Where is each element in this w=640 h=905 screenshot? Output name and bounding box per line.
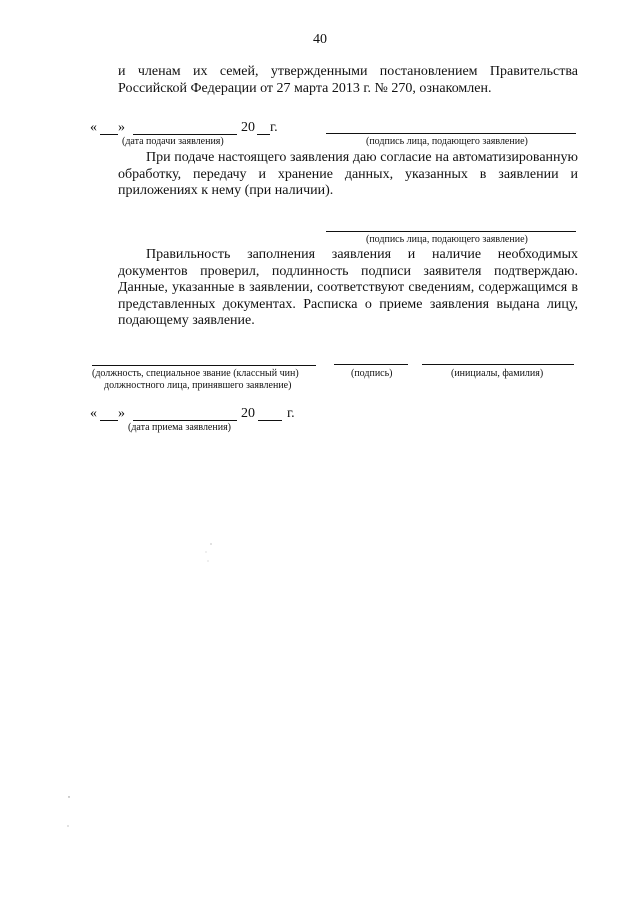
date-quote-close: » [118,120,125,135]
year-prefix: 20 [241,120,255,135]
scan-speck [68,796,69,797]
receipt-year-prefix: 20 [241,406,255,421]
date-quote-open: « [90,120,97,135]
caption-applicant-signature-1: (подпись лица, подающего заявление) [366,136,528,147]
scan-speck [67,825,68,826]
caption-signature: (подпись) [351,368,393,379]
paragraph-verification: Правильность заполнения заявления и наличие необходимых документов проверил, подлинность подписи заявителя подтверждаю. Данные, указанные в заявлении, соответствуют сведениям, содержащимся в представленных документах. Расписка о приеме заявления выдана лицу, подающему заявление. [118,247,578,328]
page-number: 40 [313,32,327,47]
caption-date-filing: (дата подачи заявления) [122,136,224,147]
scan-speck [206,552,207,553]
receipt-date-quote-close: » [118,406,125,421]
receipt-year-suffix: г. [287,406,295,421]
receipt-date-quote-open: « [90,406,97,421]
caption-official-position-line1: (должность, специальное звание (классный чин) [92,368,299,379]
caption-initials: (инициалы, фамилия) [451,368,544,379]
caption-official-position-line2: должностного лица, принявшего заявление) [104,380,292,391]
year-suffix: г. [270,120,278,135]
paragraph-acknowledgement: и членам их семей, утвержденными постановлением Правительства Российской Федерации от 27 марта 2013 г. № 270, ознакомлен. [118,64,578,96]
paragraph-consent: При подаче настоящего заявления даю согласие на автоматизированную обработку, передачу и хранение данных, указанных в заявлении и приложениях к нему (при наличии). [118,150,578,198]
scan-speck [210,543,211,544]
scan-speck [208,561,209,562]
caption-date-receipt: (дата приема заявления) [128,422,232,433]
caption-applicant-signature-2: (подпись лица, подающего заявление) [366,234,528,245]
